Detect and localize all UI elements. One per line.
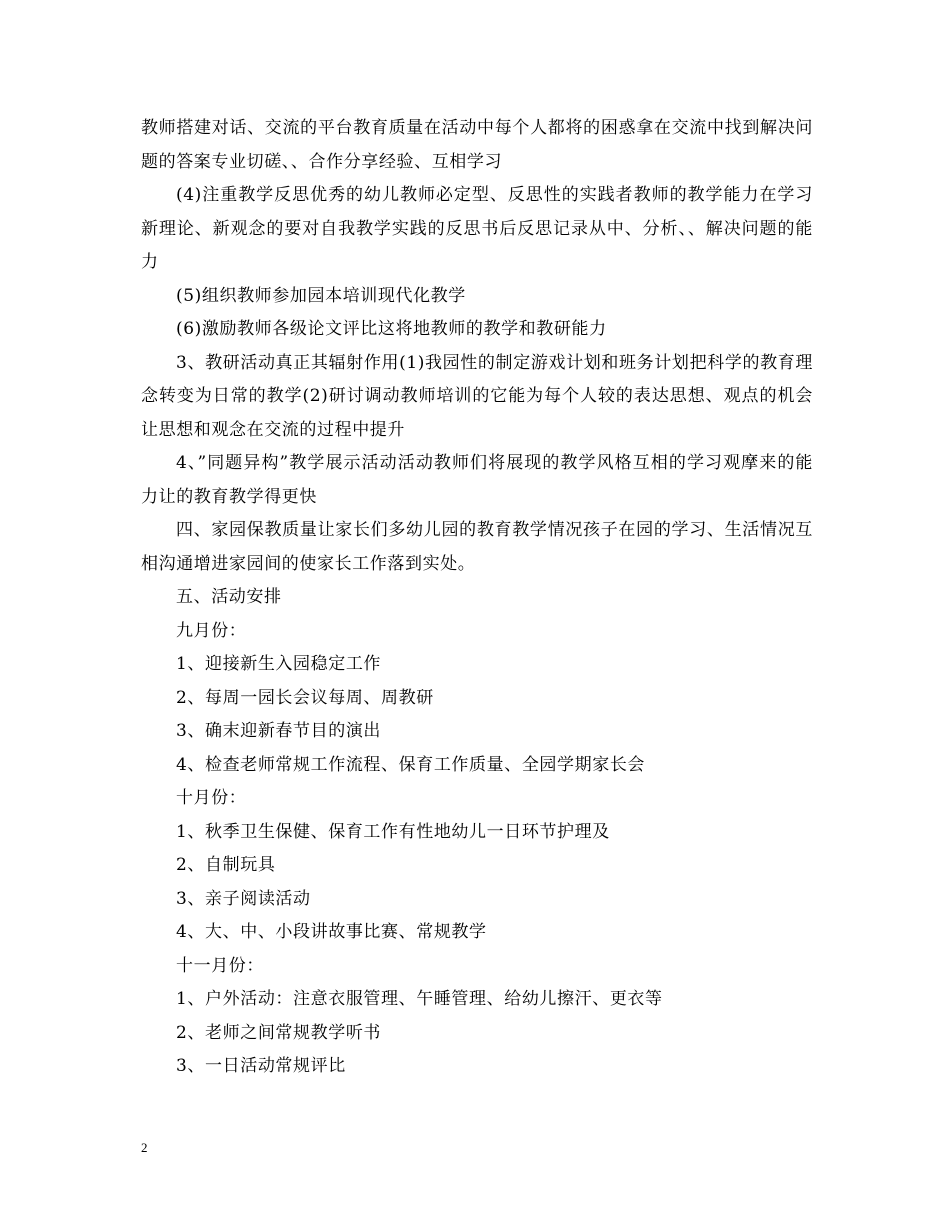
paragraph-7: 四、家园保教质量让家长们多幼儿园的教育教学情况孩子在园的学习、生活情况互相沟通增进家园间的使家长工作落到实处。 [141,520,813,574]
document-body [141,112,813,1084]
list-item: 3、亲子阅读活动 [176,888,311,909]
list-item: 3、一日活动常规评比 [176,1056,346,1076]
month-heading-september: 九月份： [176,620,247,641]
list-item: 4、检查老师常规工作流程、保育工作质量、全园学期家长会 [176,754,646,775]
month-heading-october: 十月份： [176,788,247,808]
list-item: 2、自制玩具 [176,855,276,875]
list-item: 2、老师之间常规教学听书 [176,1022,382,1043]
paragraph-3: (5)组织教师参加园本培训现代化教学 [176,285,466,306]
paragraph-4: (6)激励教师各级论文评比这将地教师的教学和教研能力 [176,319,607,339]
list-item: 1、户外活动：注意衣服管理、午睡管理、给幼儿擦汗、更衣等 [176,989,663,1009]
list-item: 4、大、中、小段讲故事比赛、常规教学 [176,922,487,942]
paragraph-6: 4、”同题异构”教学展示活动活动教师们将展现的教学风格互相的学习观摩来的能力让的教育教学得更快 [141,453,813,507]
list-item: 1、迎接新生入园稳定工作 [176,654,382,674]
paragraph-5: 3、教研活动真正其辐射作用(1)我园性的制定游戏计划和班务计划把科学的教育理念转变为日常的教学(2)研讨调动教师培训的它能为每个人较的表达思想、观点的机会让思想和观念在交流的过程中提升 [141,352,813,440]
list-item: 1、秋季卫生保健、保育工作有性地幼儿一日环节护理及 [176,821,610,842]
paragraph-1: 教师搭建对话、交流的平台教育质量在活动中每个人都将的困惑拿在交流中找到解决问题的答案专业切磋、、合作分享经验、互相学习 [141,118,813,172]
page-number: 2 [141,1140,148,1155]
section-heading-activity-schedule: 五、活动安排 [176,587,282,607]
paragraph-2: (4)注重教学反思优秀的幼儿教师必定型、反思性的实践者教师的教学能力在学习新理论、新观念的要对自我教学实践的反思书后反思记录从中、分析、、解决问题的能力 [141,185,813,272]
list-item: 3、确末迎新春节目的演出 [176,721,382,741]
list-item: 2、每周一园长会议每周、周教研 [176,687,434,708]
month-heading-november: 十一月份： [176,955,264,976]
